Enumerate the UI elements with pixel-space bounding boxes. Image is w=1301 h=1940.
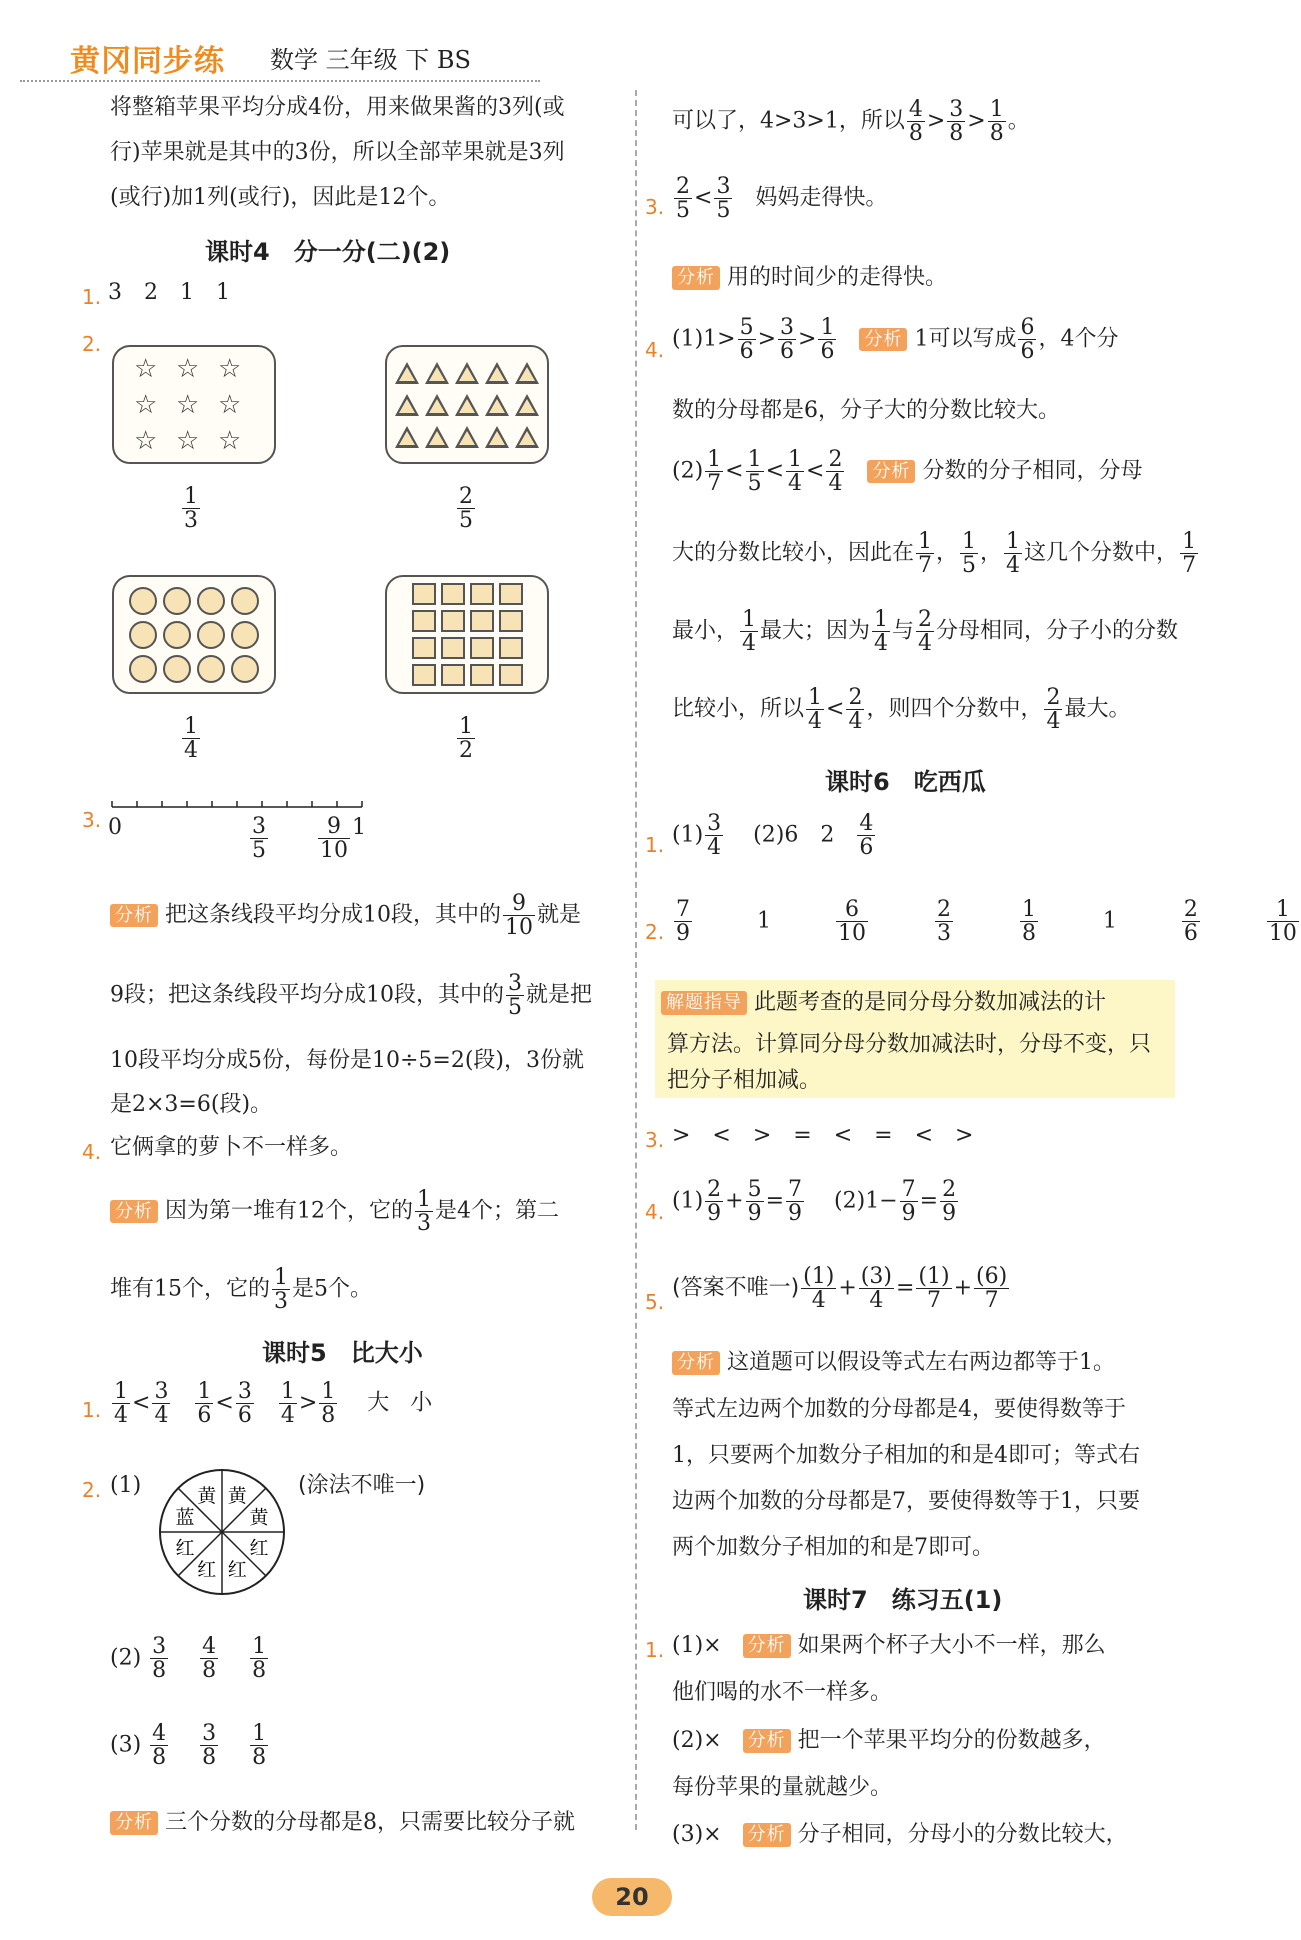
fraction: $\frac{1}{4}$	[1006, 529, 1021, 579]
r-q3-answer: $\frac{2}{5}$ < $\frac{3}{5}$ 妈妈走得快。	[676, 174, 888, 224]
triangle-icon	[425, 362, 449, 384]
wheel-sector-label: 红	[227, 1558, 247, 1581]
analysis-tag: 分析	[859, 328, 907, 352]
square-icon	[412, 664, 436, 686]
circles-figure	[112, 575, 276, 694]
l7-q1-item3	[672, 1822, 1128, 1848]
q3-analysis-line-4: 是2×3=6(段)。	[110, 1092, 273, 1117]
l6-q5-answer: (答案不唯一) $\frac{(1)}{4}$ + $\frac{(3)}{4}$ = $\frac{(1)}{7}$ + $\frac{(6)}{7}$	[672, 1264, 1008, 1314]
l5-q2-part1: (1)	[110, 1473, 142, 1498]
l6-q5-analysis-2: 等式左边两个加数的分母都是4，要使得数等于	[672, 1397, 1126, 1422]
q4-number: 4.	[82, 1140, 102, 1164]
l6-q5-analysis-1	[672, 1350, 1115, 1376]
fraction: $\frac{1}{3}$	[417, 1187, 431, 1237]
guide-line-3: 把分子相加减。	[667, 1068, 822, 1093]
l6-q1-answer	[672, 812, 877, 859]
label: (3)	[110, 1732, 142, 1758]
triangle-icon	[395, 362, 419, 384]
square-icon	[470, 664, 494, 686]
fraction: $\frac{2}{3}$	[936, 897, 951, 947]
q1-answer: 3 2 1 1	[108, 280, 230, 305]
l5-analysis	[110, 1810, 575, 1836]
fraction: $\frac{1}{8}$	[989, 97, 1004, 147]
denominator: 5	[459, 508, 473, 534]
fraction: $\frac{1}{6}$	[820, 315, 835, 365]
square-icon	[441, 610, 465, 632]
l5-q2-part3	[110, 1722, 270, 1769]
star-icon: ☆	[176, 425, 200, 456]
q2-frac-circles	[182, 715, 200, 762]
analysis-tag: 分析	[743, 1634, 791, 1658]
square-icon	[470, 610, 494, 632]
fraction: $\frac{1}{4}$	[874, 607, 889, 657]
numerator: 1	[184, 714, 198, 739]
l5-q2-number: 2.	[82, 1478, 102, 1502]
star-icon: ☆	[218, 389, 242, 420]
l7-q1-item1	[672, 1633, 1106, 1659]
fraction: $\frac{2}{4}$	[1046, 685, 1061, 735]
l6-q2-answer: $\frac{7}{9}$ 1 $\frac{6}{10}$ $\frac{2}{3}$ $\frac{1}{8}$ 1 $\frac{2}{6}$ $\frac{1}{10}$	[676, 897, 1297, 947]
square-icon	[470, 583, 494, 605]
square-icon	[499, 583, 523, 605]
triangle-icon	[485, 426, 509, 448]
lesson6-title: 课时6 吃西瓜	[825, 768, 986, 796]
fraction: $\frac{3}{5}$	[716, 174, 731, 224]
fraction: $\frac{1}{4}$	[788, 447, 803, 497]
intro-line-3: (或行)加1列(或行)，因此是12个。	[110, 185, 451, 210]
text: (2)1−	[834, 1188, 898, 1214]
analysis-tag: 分析	[672, 266, 720, 290]
text: (1)×	[672, 1633, 722, 1658]
text: 最小，	[672, 618, 739, 644]
triangle-icon	[455, 394, 479, 416]
analysis-tag: 分析	[672, 1351, 720, 1375]
text: 是5个。	[292, 1276, 372, 1302]
fraction: $\frac{7}{9}$	[788, 1177, 803, 1227]
squares-figure	[385, 575, 549, 694]
square-icon	[412, 583, 436, 605]
square-icon	[412, 610, 436, 632]
header-subject: 数学 三年级 下 BS	[270, 46, 471, 74]
wheel-sector-label: 红	[175, 1537, 195, 1560]
solution-guide	[655, 980, 1175, 1098]
fraction: $\frac{2}{4}$	[848, 685, 863, 735]
triangle-icon	[515, 362, 539, 384]
word-big: 大	[367, 1390, 390, 1416]
r-q4-part2: (2) $\frac{1}{7}$ < $\frac{1}{5}$ < $\frac{1}{4}$ < $\frac{2}{4}$ 分析 分数的分子相同，分母	[672, 447, 1143, 497]
text: 最大。	[1064, 696, 1131, 722]
text: (2)	[672, 458, 704, 484]
guide-line-1	[661, 990, 1106, 1016]
triangles-figure	[385, 345, 549, 464]
fraction: $\frac{3}{6}$	[780, 315, 795, 365]
fraction: $\frac{(3)}{4}$	[860, 1264, 892, 1314]
wheel-sector-label: 黄	[227, 1485, 247, 1508]
denominator: 3	[184, 508, 198, 534]
circle-icon	[163, 621, 191, 649]
l6-q4-number: 4.	[645, 1200, 665, 1224]
l6-q4-answer: (1) $\frac{2}{9}$ + $\frac{5}{9}$ = $\frac{7}{9}$ (2)1− $\frac{7}{9}$ = $\frac{2}{9}$	[672, 1177, 957, 1227]
text: (答案不唯一)	[672, 1275, 800, 1301]
triangle-icon	[455, 362, 479, 384]
triangle-icon	[515, 426, 539, 448]
fraction: $\frac{3}{8}$	[949, 97, 964, 147]
analysis-tag: 分析	[110, 1811, 158, 1835]
number-line-end: 1	[352, 815, 366, 840]
l6-q1-number: 1.	[645, 833, 665, 857]
r-q4-part1: (1)1> $\frac{5}{6}$ > $\frac{3}{6}$ > $\frac{1}{6}$ 分析 1可以写成 $\frac{6}{6}$ ，4个分	[672, 315, 1119, 365]
fraction: $\frac{2}{9}$	[942, 1177, 957, 1227]
lesson4-title: 课时4 分一分(二)(2)	[205, 238, 451, 266]
q4-analysis-line-1	[110, 1188, 559, 1235]
l7-q1-item2-line2: 每份苹果的量就越少。	[672, 1775, 893, 1800]
triangle-icon	[395, 426, 419, 448]
fraction: $\frac{7}{9}$	[676, 897, 690, 947]
star-icon: ☆	[134, 425, 158, 456]
r-q4-number: 4.	[645, 338, 665, 362]
fraction: $\frac{3}{5}$	[508, 971, 522, 1021]
analysis-tag: 分析	[867, 460, 915, 484]
fraction: $\frac{1}{4}$	[808, 685, 823, 735]
star-icon: ☆	[134, 389, 158, 420]
fraction: $\frac{3}{8}$	[202, 1721, 217, 1771]
fraction: $\frac{(1)}{7}$	[918, 1264, 950, 1314]
l7-q1-number: 1.	[645, 1638, 665, 1662]
triangle-icon	[485, 394, 509, 416]
fraction: $\frac{1}{4}$	[114, 1379, 128, 1429]
numerator: 3	[252, 814, 266, 839]
fraction: $\frac{9}{10}$	[505, 891, 533, 941]
r-q4-line-5	[672, 608, 1178, 655]
text: 与	[892, 618, 915, 644]
q3-number: 3.	[82, 808, 102, 832]
fraction: $\frac{4}{8}$	[908, 97, 923, 147]
text: 这道题可以假设等式左右两边都等于1。	[727, 1350, 1115, 1375]
circle-icon	[197, 587, 225, 615]
fraction: $\frac{1}{8}$	[1021, 897, 1036, 947]
stars-figure	[112, 345, 276, 464]
numerator: 1	[184, 484, 198, 509]
numerator: 9	[318, 815, 350, 839]
text: (2)6 2	[753, 822, 835, 848]
q4-analysis-line-2	[110, 1266, 372, 1313]
fraction: $\frac{1}{4}$	[280, 1379, 295, 1429]
fraction: $\frac{1}{5}$	[962, 529, 977, 579]
r-q3-number: 3.	[645, 195, 665, 219]
text: (2)×	[672, 1728, 722, 1753]
intro-line-1: 将整箱苹果平均分成4份，用来做果酱的3列(或	[110, 95, 565, 120]
text: 三个分数的分母都是8，只需要比较分子就	[165, 1810, 575, 1835]
l7-q1-item2	[672, 1728, 1106, 1754]
header	[20, 28, 1020, 88]
star-icon: ☆	[176, 353, 200, 384]
fraction: $\frac{1}{8}$	[252, 1721, 267, 1771]
l6-q2-number: 2.	[645, 920, 665, 944]
text: 妈妈走得快。	[755, 185, 888, 211]
text: 9段；把这条线段平均分成10段，其中的	[110, 982, 504, 1008]
fraction: $\frac{4}{6}$	[859, 811, 874, 861]
text: 此题考查的是同分母分数加减法的计	[754, 990, 1107, 1015]
q3-analysis-line-1	[110, 892, 581, 939]
l5-q1-answer: $\frac{1}{4}$ < $\frac{3}{4}$ $\frac{1}{6}$ < $\frac{3}{6}$ $\frac{1}{4}$ > $\frac{1}{8}$ 大 小	[114, 1379, 433, 1429]
wheel-sector-label: 黄	[197, 1485, 217, 1508]
header-brand: 黄冈同步练	[70, 44, 225, 79]
wheel-sector-label: 红	[249, 1537, 269, 1560]
fraction: $\frac{1}{10}$	[1268, 897, 1297, 947]
analysis-tag: 分析	[110, 1200, 158, 1224]
fraction: $\frac{1}{4}$	[742, 607, 757, 657]
wheel-sector-label: 红	[197, 1558, 217, 1581]
text: 就是把	[526, 982, 593, 1008]
numerator: 1	[459, 714, 473, 739]
r-q4-line-6: 比较小，所以 $\frac{1}{4}$ < $\frac{2}{4}$ ，则四个分数中， $\frac{2}{4}$ 最大。	[672, 685, 1131, 735]
fraction: $\frac{3}{8}$	[152, 1634, 167, 1684]
triangle-icon	[485, 362, 509, 384]
text: 把一个苹果平均分的份数越多，	[797, 1728, 1106, 1753]
text: ，4个分	[1038, 326, 1119, 352]
analysis-tag: 分析	[743, 1823, 791, 1847]
text: 堆有15个，它的	[110, 1276, 270, 1302]
wheel-sector-label: 蓝	[175, 1506, 195, 1529]
l5-q1-number: 1.	[82, 1398, 102, 1422]
l7-q1-item1-line2: 他们喝的水不一样多。	[672, 1680, 893, 1705]
fraction: $\frac{1}{7}$	[707, 447, 722, 497]
star-icon: ☆	[218, 353, 242, 384]
square-icon	[412, 637, 436, 659]
triangle-icon	[395, 394, 419, 416]
triangle-icon	[425, 394, 449, 416]
fraction: $\frac{7}{9}$	[901, 1177, 916, 1227]
fraction: $\frac{6}{6}$	[1020, 315, 1035, 365]
q4-answer: 它俩拿的萝卜不一样多。	[110, 1135, 353, 1160]
fraction: $\frac{2}{5}$	[676, 174, 690, 224]
fraction: $\frac{1}{5}$	[747, 447, 762, 497]
text: 比较小，所以	[672, 696, 805, 722]
word-small: 小	[410, 1390, 433, 1416]
text: 分子相同，分母小的分数比较大，	[797, 1822, 1128, 1847]
text: (1)1>	[672, 326, 736, 352]
denominator: 2	[459, 738, 473, 764]
text: 因为第一堆有12个，它的	[165, 1198, 413, 1224]
circle-icon	[129, 587, 157, 615]
text: 是4个；第二	[435, 1198, 559, 1224]
text: 分母相同，分子小的分数	[936, 618, 1179, 644]
number-line-mark-b	[318, 815, 350, 862]
text: 这几个分数中，	[1024, 540, 1179, 566]
circle-icon	[231, 587, 259, 615]
text: ，则四个分数中，	[866, 696, 1043, 722]
l6-q5-analysis-5: 两个加数分子相加的和是7即可。	[672, 1535, 994, 1560]
fraction: $\frac{3}{4}$	[707, 811, 722, 861]
square-icon	[499, 610, 523, 632]
text: 1可以写成	[914, 326, 1017, 352]
denominator: 4	[184, 738, 198, 764]
text: 可以了，4>3>1，所以	[672, 108, 905, 134]
fraction: $\frac{2}{4}$	[828, 447, 843, 497]
text: 就是	[537, 902, 582, 928]
wheel-sector-label: 黄	[249, 1506, 269, 1529]
denominator: 10	[320, 838, 348, 864]
q2-frac-stars	[182, 485, 200, 532]
fraction: $\frac{5}{6}$	[739, 315, 754, 365]
column-divider	[635, 90, 637, 1830]
square-icon	[441, 637, 465, 659]
fraction: $\frac{2}{9}$	[707, 1177, 722, 1227]
fraction: $\frac{3}{4}$	[154, 1379, 169, 1429]
fraction: $\frac{1}{7}$	[918, 529, 933, 579]
l5-q2-part2	[110, 1635, 270, 1682]
star-icon: ☆	[134, 353, 158, 384]
text: 把这条线段平均分成10段，其中的	[165, 902, 501, 928]
circle-icon	[129, 621, 157, 649]
square-icon	[441, 583, 465, 605]
l5-q2-note: (涂法不唯一)	[298, 1473, 426, 1498]
text: 分数的分子相同，分母	[922, 458, 1143, 484]
q3-analysis-line-2	[110, 972, 592, 1019]
analysis-tag: 分析	[743, 1729, 791, 1753]
fraction: $\frac{4}{8}$	[202, 1634, 217, 1684]
fraction: $\frac{1}{8}$	[252, 1634, 267, 1684]
star-icon: ☆	[176, 389, 200, 420]
r-q4-line-4: 大的分数比较小，因此在 $\frac{1}{7}$ ， $\frac{1}{5}$ ， $\frac{1}{4}$ 这几个分数中， $\frac{1}{7}$	[672, 529, 1197, 579]
analysis-tag: 分析	[110, 904, 158, 928]
fraction: $\frac{2}{4}$	[918, 607, 933, 657]
circle-icon	[129, 655, 157, 683]
l6-q5-analysis-4: 边两个加数的分母都是7，要使得数等于1，只要	[672, 1489, 1140, 1514]
text: 如果两个杯子大小不一样，那么	[797, 1633, 1106, 1658]
text: 大的分数比较小，因此在	[672, 540, 915, 566]
circle-icon	[197, 655, 225, 683]
l6-q5-number: 5.	[645, 1290, 665, 1314]
q2-number: 2.	[82, 332, 102, 356]
color-wheel	[152, 1462, 292, 1602]
fraction: $\frac{1}{6}$	[197, 1379, 212, 1429]
page-number: 20	[592, 1878, 672, 1916]
triangle-icon	[515, 394, 539, 416]
label: (2)	[110, 1645, 142, 1671]
fraction: $\frac{3}{6}$	[237, 1379, 252, 1429]
text: (1)	[672, 1188, 704, 1214]
header-rule	[20, 80, 540, 82]
fraction: $\frac{4}{8}$	[152, 1721, 167, 1771]
guide-tag: 解题指导	[661, 991, 747, 1015]
fraction: $\frac{(6)}{7}$	[976, 1264, 1008, 1314]
r-q4-line-2: 数的分母都是6，分子大的分数比较大。	[672, 398, 1060, 423]
circle-icon	[163, 587, 191, 615]
circle-icon	[163, 655, 191, 683]
square-icon	[499, 637, 523, 659]
l6-q5-analysis-3: 1，只要两个加数分子相加的和是4即可；等式右	[672, 1443, 1140, 1468]
q2-frac-squares	[457, 715, 475, 762]
intro-line-2: 行)苹果就是其中的3份，所以全部苹果就是3列	[110, 140, 565, 165]
square-icon	[441, 664, 465, 686]
square-icon	[499, 664, 523, 686]
fraction: $\frac{1}{7}$	[1182, 529, 1197, 579]
fraction: $\frac{5}{9}$	[747, 1177, 762, 1227]
text: (1)	[672, 822, 704, 848]
triangle-icon	[425, 426, 449, 448]
guide-line-2: 算方法。计算同分母分数加减法时，分母不变，只	[667, 1032, 1152, 1057]
q3-analysis-line-3: 10段平均分成5份，每份是10÷5=2(段)，3份就	[110, 1048, 585, 1073]
number-line-start: 0	[108, 815, 122, 840]
lesson5-title: 课时5 比大小	[262, 1339, 423, 1367]
text: (3)×	[672, 1822, 722, 1847]
denominator: 5	[252, 838, 266, 864]
l6-q3-answer: > < > = < = < >	[672, 1123, 974, 1148]
q2-frac-triangles	[457, 485, 475, 532]
circle-icon	[231, 655, 259, 683]
fraction: $\frac{2}{6}$	[1183, 897, 1198, 947]
r-q3-analysis	[672, 265, 947, 291]
r-line-1: 可以了，4>3>1，所以 $\frac{4}{8}$ > $\frac{3}{8}$ > $\frac{1}{8}$ 。	[672, 97, 1030, 147]
numerator: 2	[459, 484, 473, 509]
text: 最大；因为	[760, 618, 871, 644]
text: 用的时间少的走得快。	[727, 265, 948, 290]
square-icon	[470, 637, 494, 659]
q1-number: 1.	[82, 285, 102, 309]
circle-icon	[197, 621, 225, 649]
number-line-mark-a	[250, 815, 268, 862]
fraction: $\frac{1}{8}$	[321, 1379, 336, 1429]
circle-icon	[231, 621, 259, 649]
triangle-icon	[455, 426, 479, 448]
l6-q3-number: 3.	[645, 1128, 665, 1152]
lesson7-title: 课时7 练习五(1)	[803, 1586, 1003, 1614]
fraction: $\frac{6}{10}$	[837, 897, 866, 947]
fraction: $\frac{1}{3}$	[274, 1265, 288, 1315]
star-icon: ☆	[218, 425, 242, 456]
fraction: $\frac{(1)}{4}$	[803, 1264, 835, 1314]
